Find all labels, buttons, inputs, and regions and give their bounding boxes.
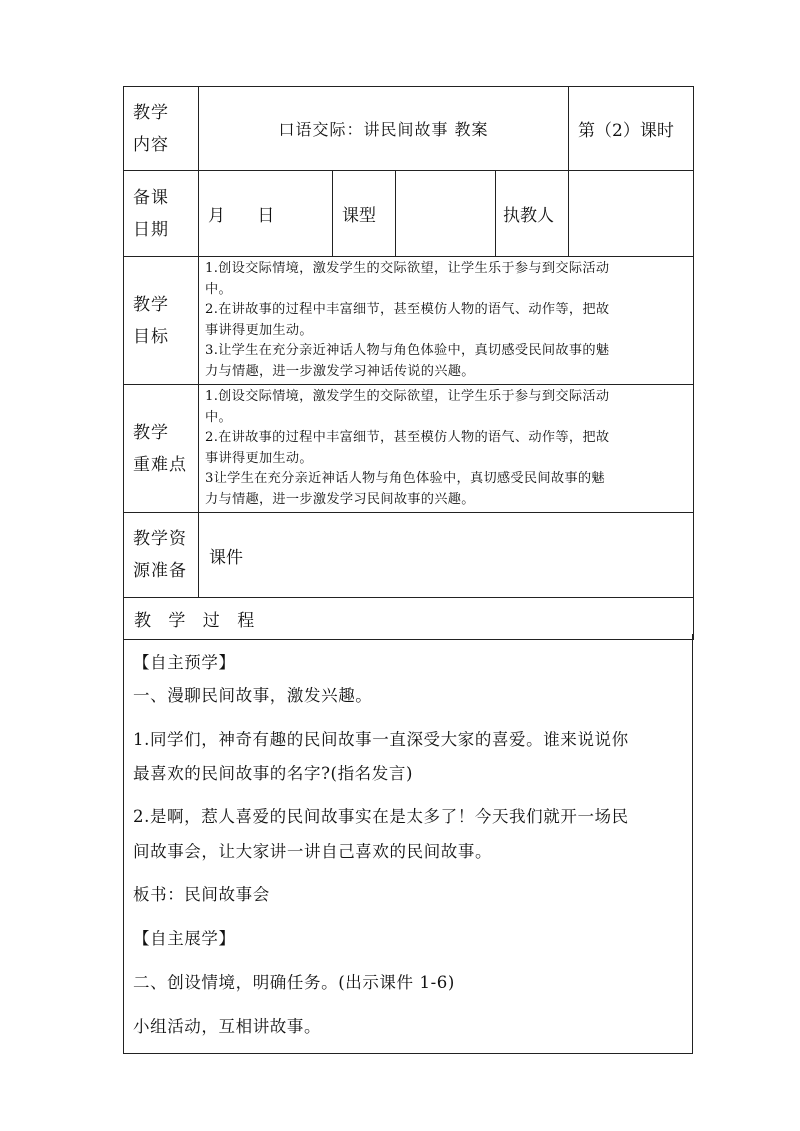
goals-line: 2.在讲故事的过程中丰富细节，甚至模仿人物的语气、动作等，把故	[205, 302, 610, 317]
key-points-label-line-1: 教学	[133, 422, 169, 443]
lesson-period: 第（2）课时	[569, 87, 694, 171]
goals-line: 3.让学生在充分亲近神话人物与角色体验中，真切感受民间故事的魅	[205, 343, 610, 358]
process-line: 【自主预学】	[133, 653, 236, 672]
lesson-type-field[interactable]	[396, 171, 496, 257]
lesson-plan-table	[123, 86, 694, 640]
goals-line: 中。	[205, 281, 232, 297]
process-line: 一、漫聊民间故事，激发兴趣。	[133, 686, 373, 705]
key-points-line: 2.在讲故事的过程中丰富细节，甚至模仿人物的语气、动作等，把故	[205, 430, 610, 445]
resources-label-cell	[124, 513, 199, 598]
goals-label-line-2: 目标	[133, 326, 169, 347]
key-points-label-cell	[124, 385, 199, 513]
goals-line: 1.创设交际情境，激发学生的交际欲望，让学生乐于参与到交际活动	[205, 261, 610, 276]
process-line: 【自主展学】	[133, 929, 236, 948]
prep-date-field[interactable]: 月 日	[199, 171, 333, 257]
date-label-cell	[124, 171, 199, 257]
process-line: 最喜欢的民间故事的名字?(指名发言)	[133, 764, 414, 783]
process-line: 间故事会，让大家讲一讲自己喜欢的民间故事。	[133, 842, 493, 861]
key-points-line: 力与情趣，进一步激发学习民间故事的兴趣。	[205, 491, 475, 507]
resources-row	[124, 513, 694, 598]
resources-label-line-1: 教学资	[133, 529, 187, 549]
date-label-line-1: 备课	[133, 187, 169, 208]
key-points-text	[199, 385, 694, 513]
teacher-label: 执教人	[496, 171, 569, 257]
date-label-line-2: 日期	[133, 219, 169, 240]
process-line: 板书：民间故事会	[133, 885, 270, 904]
key-points-label-line-2: 重难点	[133, 454, 187, 475]
content-label-cell	[124, 87, 199, 171]
process-line: 2.是啊，惹人喜爱的民间故事实在是太多了！今天我们就开一场民	[133, 807, 629, 826]
date-row	[124, 171, 694, 257]
resources-label-line-2: 源准备	[133, 561, 187, 581]
key-points-line: 事讲得更加生动。	[205, 450, 313, 466]
goals-label-cell	[124, 257, 199, 385]
key-points-line: 3让学生在充分亲近神话人物与角色体验中，真切感受民间故事的魅	[205, 471, 605, 486]
key-points-line: 中。	[205, 409, 232, 425]
process-body	[123, 634, 693, 1054]
lesson-type-label: 课型	[333, 171, 396, 257]
process-line: 1.同学们，神奇有趣的民间故事一直深受大家的喜爱。谁来说说你	[133, 730, 629, 749]
goals-text	[199, 257, 694, 385]
goals-label-line-1: 教学	[133, 294, 169, 315]
goals-line: 力与情趣，进一步激发学习神话传说的兴趣。	[205, 363, 475, 379]
process-line: 小组活动，互相讲故事。	[133, 1017, 322, 1036]
process-line: 二、创设情境，明确任务。(出示课件 1-6)	[133, 973, 455, 992]
content-label-line-1: 教学	[133, 102, 169, 123]
goals-row	[124, 257, 694, 385]
content-label-line-2: 内容	[133, 134, 169, 155]
goals-line: 事讲得更加生动。	[205, 322, 313, 338]
process-heading: 教 学 过 程	[124, 598, 694, 640]
teacher-field[interactable]	[569, 171, 694, 257]
content-row	[124, 87, 694, 171]
lesson-title: 口语交际：讲民间故事 教案	[199, 87, 569, 171]
key-points-row	[124, 385, 694, 513]
key-points-line: 1.创设交际情境，激发学生的交际欲望，让学生乐于参与到交际活动	[205, 389, 610, 404]
resources-value: 课件	[199, 513, 694, 598]
